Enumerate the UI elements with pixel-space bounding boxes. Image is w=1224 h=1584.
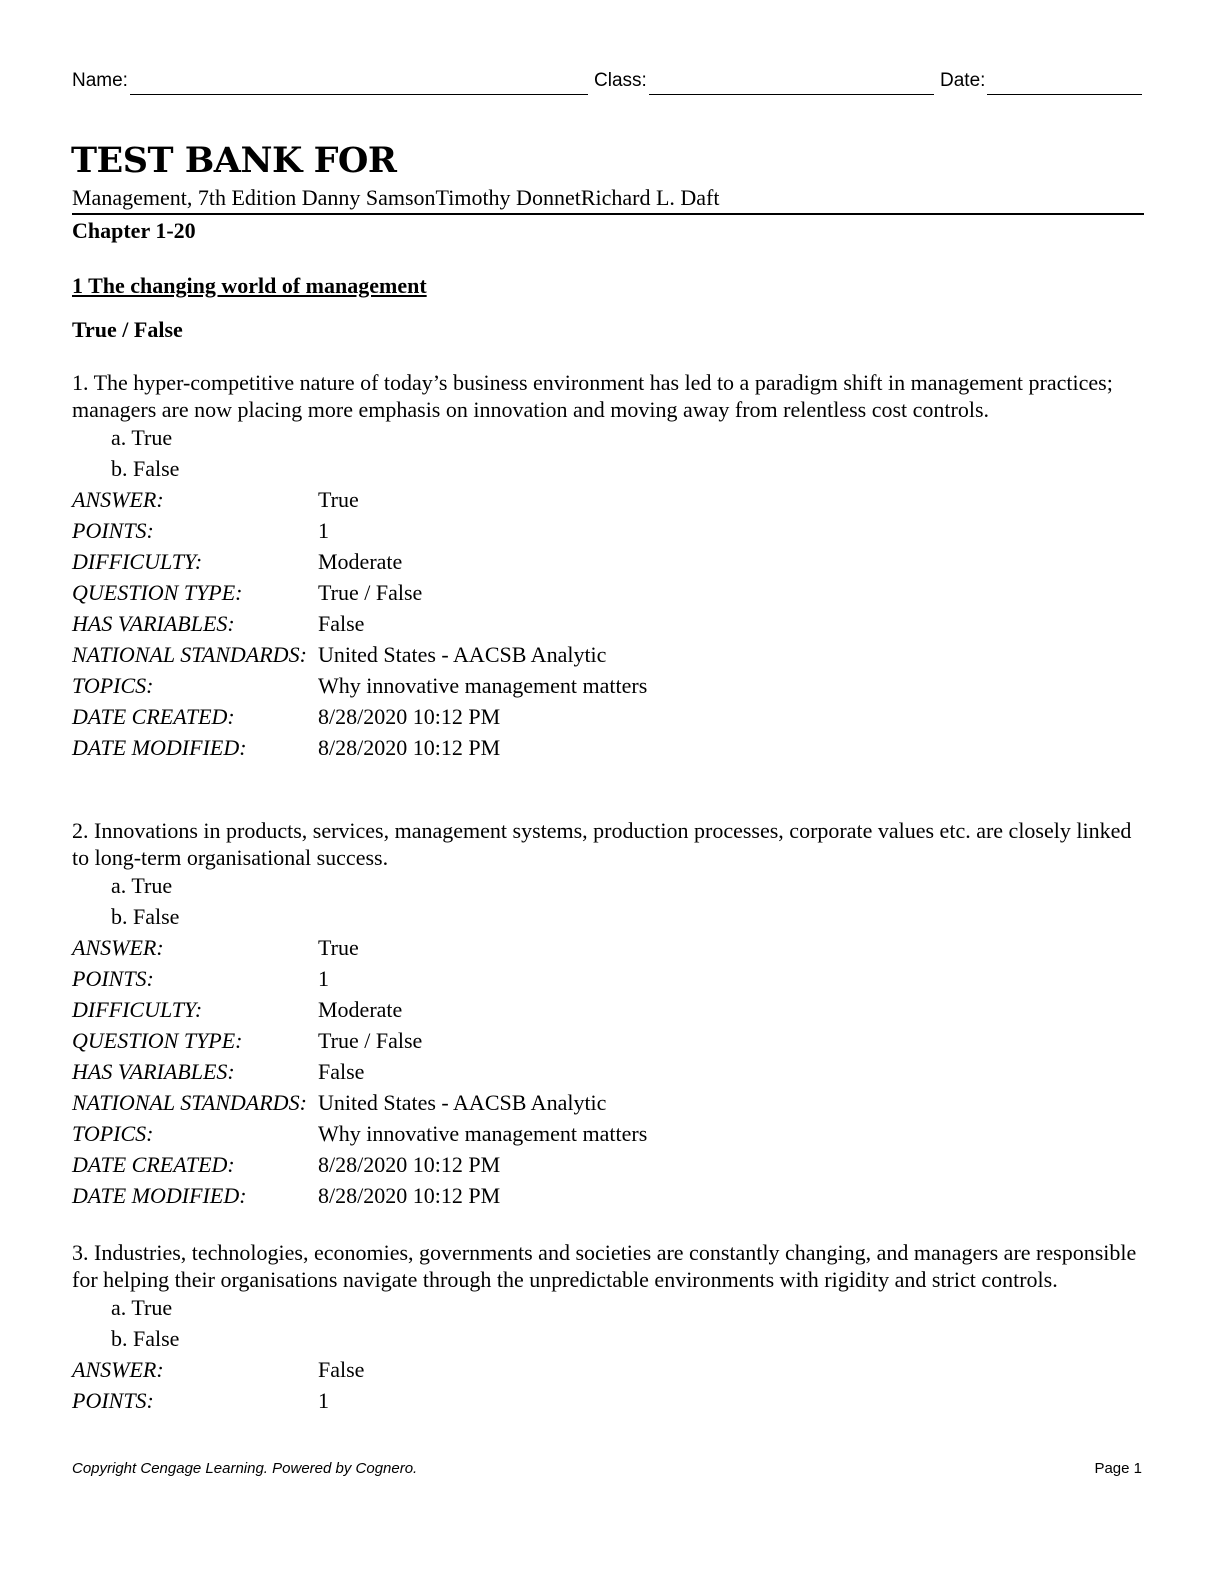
page-title: TEST BANK FOR: [71, 140, 397, 181]
meta-date-modified: [72, 1180, 1144, 1211]
page-number: Page 1: [1094, 1460, 1142, 1477]
meta-label: QUESTION TYPE:: [72, 580, 243, 605]
meta-label: DATE MODIFIED:: [72, 735, 247, 760]
option-b: b. False: [111, 455, 180, 481]
meta-value: Moderate: [318, 549, 403, 574]
copyright-notice: Copyright Cengage Learning. Powered by Cognero.: [72, 1460, 418, 1477]
question-3: [72, 1239, 1144, 1416]
section-heading: 1 The changing world of management: [72, 273, 427, 298]
meta-value: Why innovative management matters: [318, 673, 648, 698]
meta-label: DIFFICULTY:: [72, 997, 203, 1022]
meta-label: POINTS:: [72, 1388, 154, 1413]
meta-has-variables: [72, 1056, 1144, 1087]
option-b: b. False: [111, 903, 180, 929]
date-label: Date:: [940, 70, 986, 91]
meta-question-type: [72, 577, 1144, 608]
meta-value: Why innovative management matters: [318, 1121, 648, 1146]
date-line: [987, 94, 1142, 95]
meta-value: 8/28/2020 10:12 PM: [318, 1152, 501, 1177]
meta-answer: [72, 932, 1144, 963]
name-label: Name:: [72, 70, 128, 91]
meta-label: ANSWER:: [72, 487, 164, 512]
meta-value: 8/28/2020 10:12 PM: [318, 704, 501, 729]
meta-national-standards: [72, 639, 1144, 670]
meta-label: NATIONAL STANDARDS:: [72, 1090, 307, 1115]
meta-label: DATE MODIFIED:: [72, 1183, 247, 1208]
meta-value: 8/28/2020 10:12 PM: [318, 735, 501, 760]
meta-label: ANSWER:: [72, 935, 164, 960]
meta-difficulty: [72, 546, 1144, 577]
meta-points: [72, 1385, 1144, 1416]
meta-points: [72, 515, 1144, 546]
meta-answer: [72, 484, 1144, 515]
meta-has-variables: [72, 608, 1144, 639]
meta-points: [72, 963, 1144, 994]
class-line: [649, 94, 934, 95]
meta-question-type: [72, 1025, 1144, 1056]
meta-value: United States - AACSB Analytic: [318, 1090, 607, 1115]
meta-value: 1: [318, 1388, 329, 1413]
meta-value: True / False: [318, 580, 423, 605]
meta-value: True / False: [318, 1028, 423, 1053]
meta-value: United States - AACSB Analytic: [318, 642, 607, 667]
question-1: [72, 369, 1144, 763]
meta-topics: [72, 1118, 1144, 1149]
meta-label: TOPICS:: [72, 1121, 154, 1146]
meta-difficulty: [72, 994, 1144, 1025]
meta-value: 1: [318, 518, 329, 543]
option-a: a. True: [111, 425, 173, 450]
book-subtitle: Management, 7th Edition Danny SamsonTimothy DonnetRichard L. Daft: [72, 185, 720, 210]
meta-value: 8/28/2020 10:12 PM: [318, 1183, 501, 1208]
student-info-header: [72, 70, 1142, 98]
meta-date-created: [72, 701, 1144, 732]
meta-label: POINTS:: [72, 518, 154, 543]
page-footer: [72, 1460, 1142, 1480]
meta-label: DATE CREATED:: [72, 1152, 235, 1177]
question-text: 3. Industries, technologies, economies, governments and societies are constantly changing, and managers are responsible for helping their organisations navigate through the unpredictable environments with rigidity and strict controls.: [72, 1240, 1137, 1292]
chapter-heading: Chapter 1-20: [72, 218, 196, 243]
option-a: a. True: [111, 873, 173, 898]
meta-label: HAS VARIABLES:: [72, 611, 235, 636]
meta-value: 1: [318, 966, 329, 991]
meta-date-created: [72, 1149, 1144, 1180]
meta-topics: [72, 670, 1144, 701]
meta-label: QUESTION TYPE:: [72, 1028, 243, 1053]
meta-value: Moderate: [318, 997, 403, 1022]
meta-national-standards: [72, 1087, 1144, 1118]
meta-answer: [72, 1354, 1144, 1385]
meta-value: False: [318, 611, 365, 636]
question-2: [72, 817, 1144, 1211]
question-text: 1. The hyper-competitive nature of today’s business environment has led to a paradigm shift in management practices; managers are now placing more emphasis on innovation and moving away from relentless cost controls.: [72, 370, 1113, 422]
name-line: [130, 94, 588, 95]
title-divider: [72, 213, 1144, 215]
meta-label: NATIONAL STANDARDS:: [72, 642, 307, 667]
meta-value: False: [318, 1059, 365, 1084]
question-type-heading: True / False: [72, 317, 183, 342]
meta-label: TOPICS:: [72, 673, 154, 698]
meta-label: DIFFICULTY:: [72, 549, 203, 574]
meta-label: DATE CREATED:: [72, 704, 235, 729]
class-label: Class:: [594, 70, 647, 91]
meta-label: POINTS:: [72, 966, 154, 991]
meta-label: HAS VARIABLES:: [72, 1059, 235, 1084]
option-b: b. False: [111, 1325, 180, 1351]
meta-value: True: [318, 935, 359, 960]
question-text: 2. Innovations in products, services, management systems, production processes, corporate values etc. are closely linked to long-term organisational success.: [72, 818, 1132, 870]
option-a: a. True: [111, 1295, 173, 1320]
meta-value: True: [318, 487, 359, 512]
meta-label: ANSWER:: [72, 1357, 164, 1382]
meta-value: False: [318, 1357, 365, 1382]
meta-date-modified: [72, 732, 1144, 763]
